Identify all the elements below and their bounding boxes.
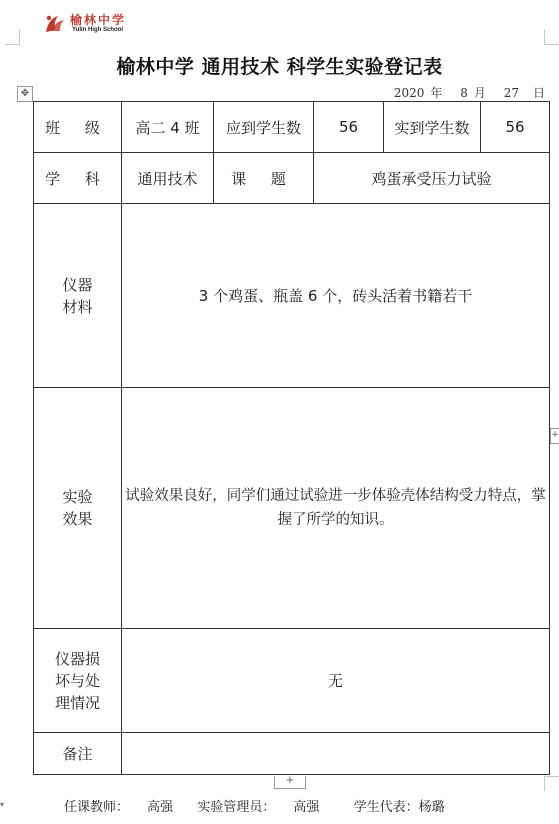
remarks-value[interactable]: [122, 733, 550, 775]
date-line: [388, 84, 545, 101]
table-row: [34, 153, 550, 204]
school-logo: [42, 10, 152, 36]
effect-value[interactable]: 试验效果良好，同学们通过试验进一步体验壳体结构受力特点，掌握了所学的知识。: [122, 388, 550, 629]
logo-english-name: Yulin High School: [72, 27, 123, 33]
actual-students-label: 实到学生数: [384, 102, 481, 153]
table-row: [34, 629, 550, 733]
experiment-register-table: [33, 101, 550, 775]
table-row: [34, 204, 550, 388]
page-corner-mark: [544, 30, 559, 45]
table-move-handle-icon[interactable]: ✥: [17, 86, 33, 102]
topic-value[interactable]: 鸡蛋承受压力试验: [314, 153, 550, 204]
logo-chinese-name: 榆林中学: [70, 13, 127, 27]
lab-manager-name: 高强: [293, 800, 320, 815]
insert-column-plus-icon[interactable]: +: [550, 428, 559, 444]
actual-students-value[interactable]: 56: [481, 102, 550, 153]
date-year: 2020: [393, 86, 425, 100]
page-corner-mark: [5, 30, 20, 45]
subject-label: 学 科: [34, 153, 122, 204]
table-row: [34, 388, 550, 629]
teacher-name: 高强: [147, 800, 174, 815]
table-row: [34, 733, 550, 775]
damage-label: 仪器损 坏与处 理情况: [34, 629, 122, 733]
teacher-label: 任课教师：: [64, 800, 130, 815]
date-year-unit: 年: [430, 86, 443, 100]
signature-footer: [64, 796, 445, 815]
date-day-unit: 日: [532, 86, 545, 100]
student-rep-name: 杨璐: [418, 800, 445, 815]
class-label: 班 级: [34, 102, 122, 153]
damage-value[interactable]: 无: [122, 629, 550, 733]
date-month: 8: [460, 86, 468, 100]
table-row: [34, 102, 550, 153]
topic-label: 课 题: [214, 153, 314, 204]
remarks-label: 备注: [34, 733, 122, 775]
add-row-plus-icon[interactable]: +: [274, 776, 306, 789]
expected-students-value[interactable]: 56: [314, 102, 384, 153]
lab-manager-label: 实验管理员：: [197, 800, 276, 815]
paragraph-marker-icon: ▾: [0, 800, 5, 809]
class-value[interactable]: 高二 4 班: [122, 102, 214, 153]
date-month-unit: 月: [473, 86, 486, 100]
school-emblem-icon: [42, 12, 68, 34]
page-title: 榆林中学 通用技术 科学生实验登记表: [116, 56, 443, 78]
materials-label: 仪器 材料: [34, 204, 122, 388]
date-day: 27: [503, 86, 519, 100]
subject-value[interactable]: 通用技术: [122, 153, 214, 204]
materials-value[interactable]: 3 个鸡蛋、瓶盖 6 个，砖头活着书籍若干: [122, 204, 550, 388]
effect-label: 实验 效果: [34, 388, 122, 629]
page-corner-mark: [544, 776, 559, 791]
expected-students-label: 应到学生数: [214, 102, 314, 153]
student-rep-label: 学生代表：: [353, 800, 419, 815]
